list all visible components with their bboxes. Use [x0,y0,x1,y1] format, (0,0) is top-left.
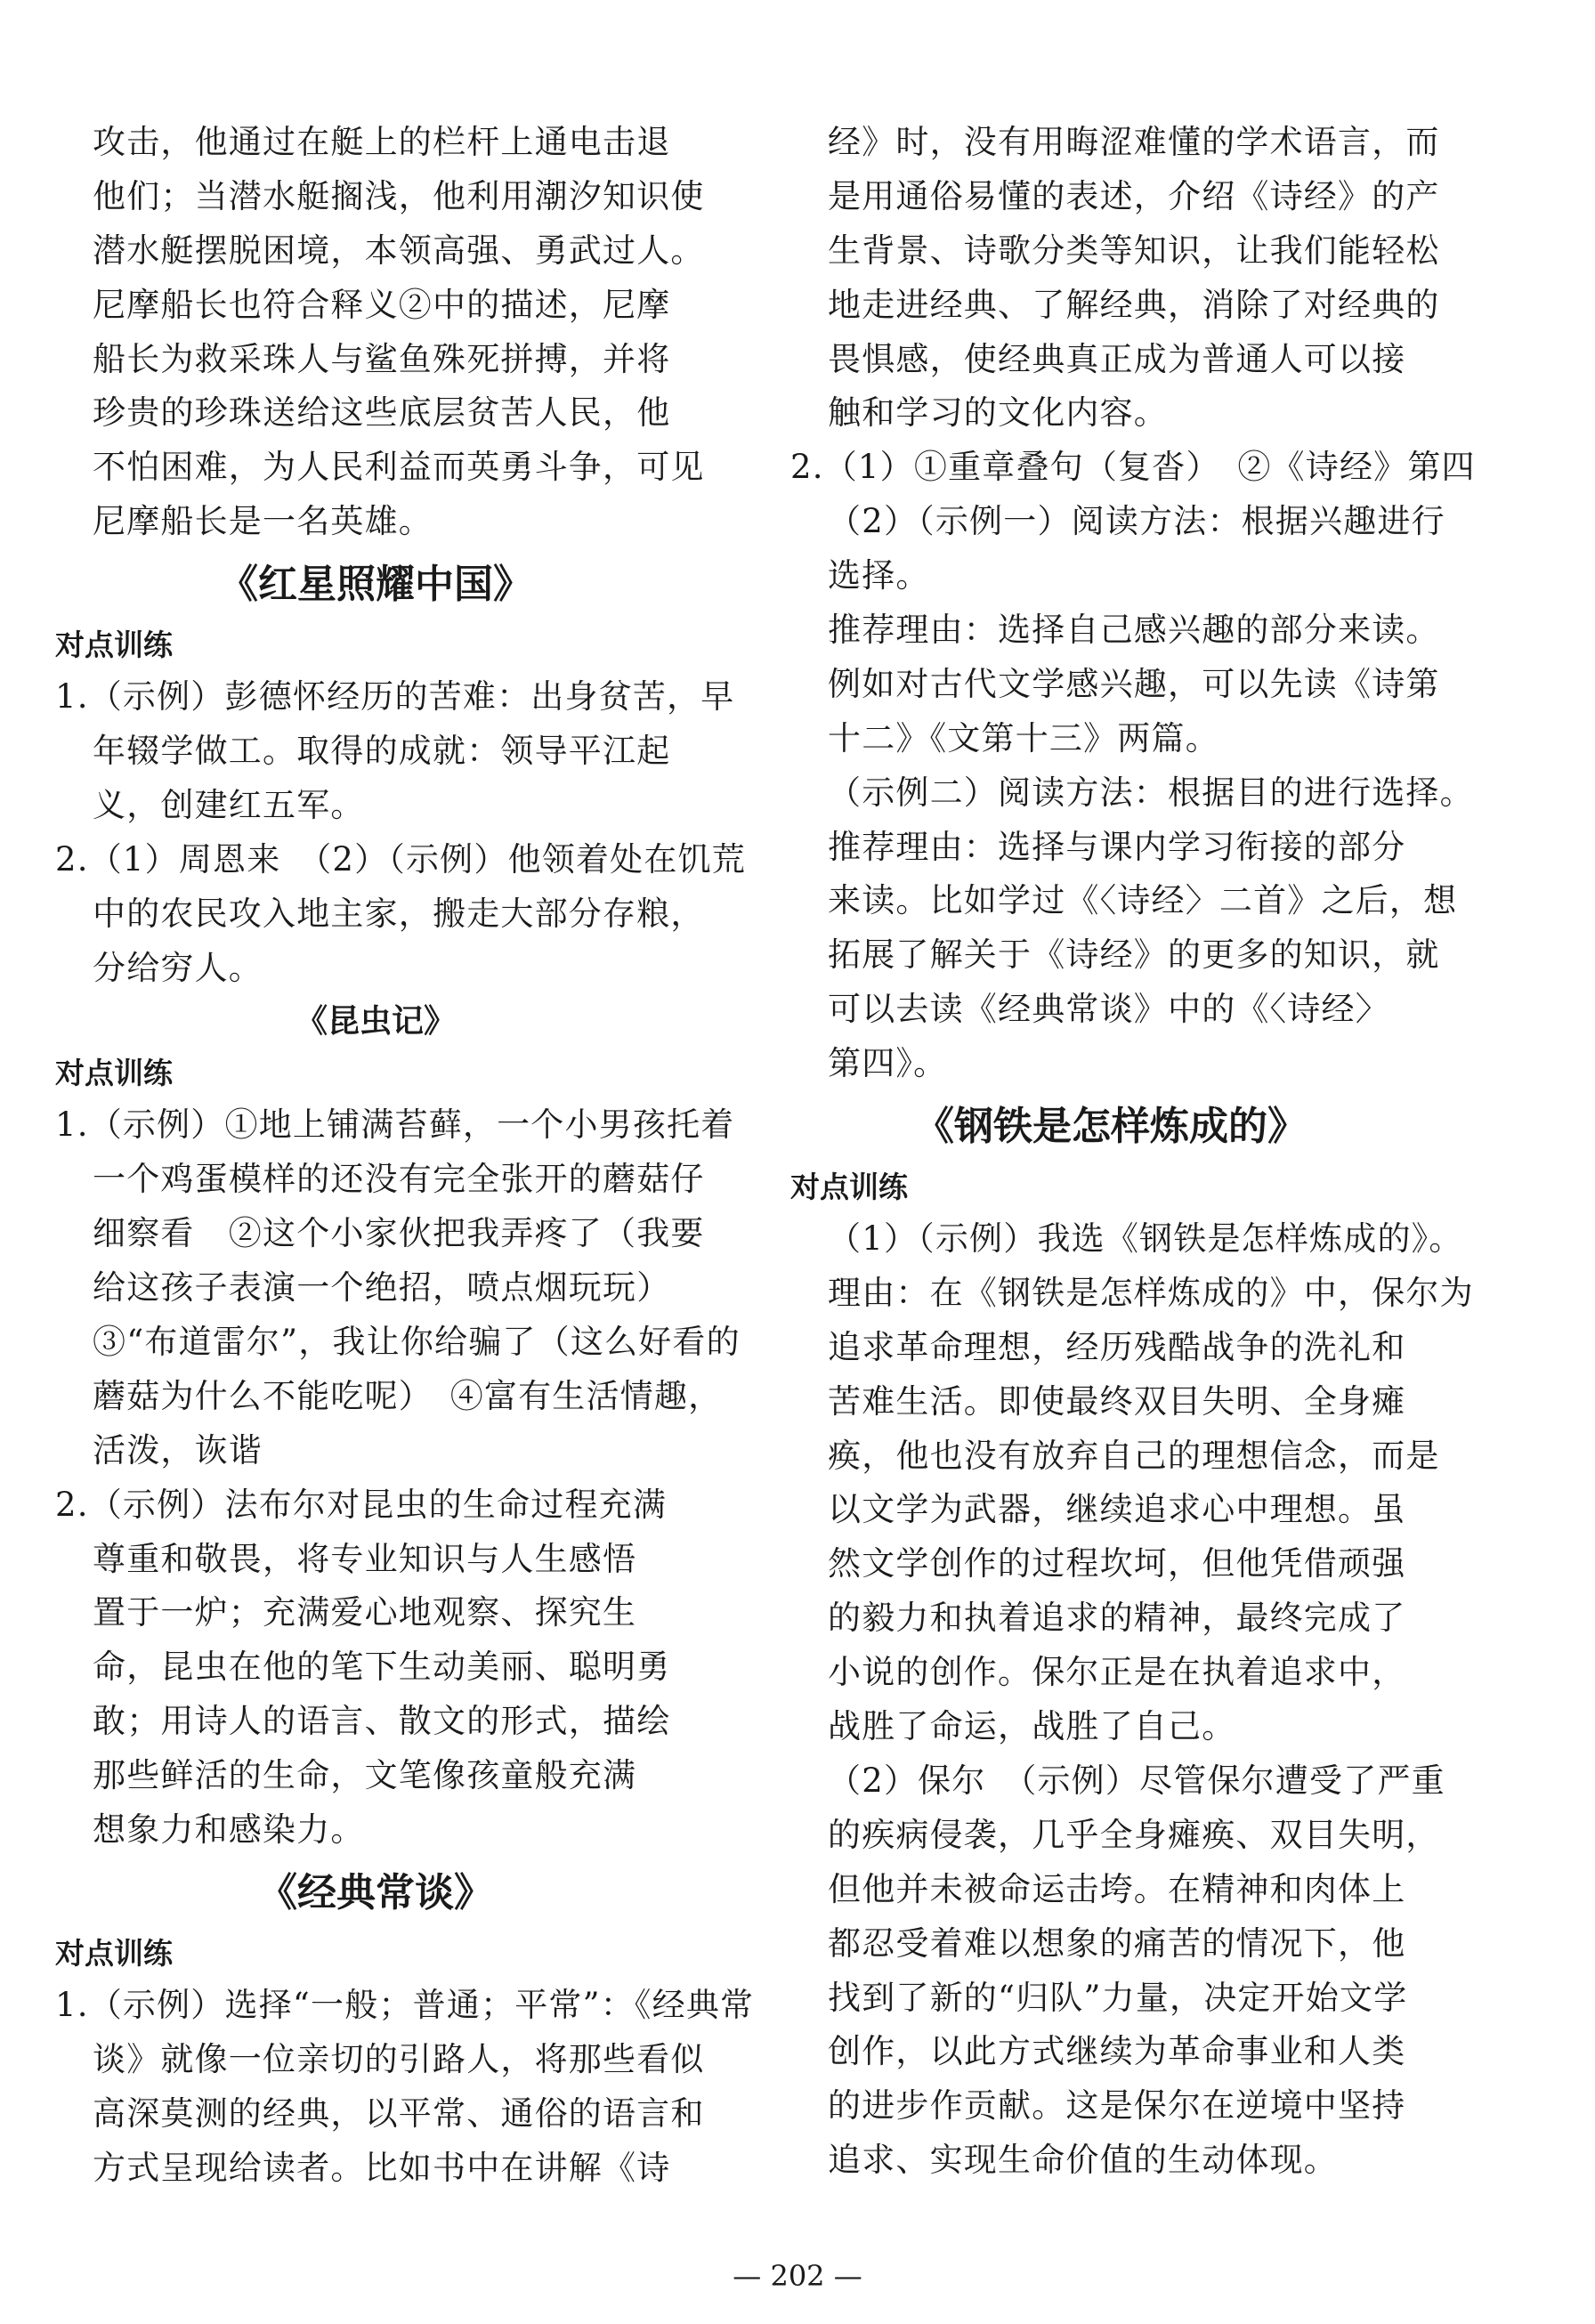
text-line: 细察看 ②这个小家伙把我弄疼了（我要 [93,1214,705,1253]
text-line: 1.（示例）①地上铺满苔藓，一个小男孩托着 [55,1105,735,1145]
text-line: （2）（示例一）阅读方法：根据兴趣进行 [828,502,1445,541]
text-line: 可以去读《经典常谈》中的《〈诗经〉 [828,990,1389,1029]
text-line: 攻击，他通过在艇上的栏杆上通电击退 [93,123,671,161]
text-line: 敢；用诗人的语言、散文的形式，描绘 [93,1702,671,1741]
text-line: 方式呈现给读者。比如书中在讲解《诗 [93,2148,671,2187]
text-line: 地走进经典、了解经典，消除了对经典的 [828,285,1440,324]
text-line: 尼摩船长是一名英雄。 [93,502,433,541]
text-line: 蘑菇为什么不能吃呢） ④富有生活情趣， [93,1376,723,1415]
text-line: 命，昆虫在他的笔下生动美丽、聪明勇 [93,1648,671,1687]
text-line: 义，创建红五军。 [93,785,365,824]
text-line: 船长为救采珠人与鲨鱼殊死拼搏，并将 [93,339,671,378]
subsection-heading: 对点训练 [790,1170,908,1205]
text-line: 战胜了命运，战胜了自己。 [828,1707,1236,1746]
text-line: 第四》。 [828,1044,948,1083]
text-line: 谈》就像一位亲切的引路人，将那些看似 [93,2039,705,2078]
text-line: 痪，他也没有放弃自己的理想信念，而是 [828,1436,1440,1475]
right-column [790,116,1476,2188]
text-line: 给这孩子表演一个绝招，喷点烟玩玩） [93,1268,671,1308]
text-line: 想象力和感染力。 [93,1810,365,1850]
text-line: ③“布道雷尔”，我让你给骗了（这么好看的 [93,1323,741,1362]
text-line: 来读。比如学过《〈诗经〉二首》之后，想 [828,881,1458,920]
text-line: 置于一炉；充满爱心地观察、探究生 [93,1593,637,1632]
text-line: 的毅力和执着追求的精神，最终完成了 [828,1599,1406,1638]
text-line: 的疾病侵袭，几乎全身瘫痪、双目失明， [828,1815,1440,1854]
text-line: 尼摩船长也符合释义②中的描述，尼摩 [93,285,671,324]
text-line: 是用通俗易懂的表述，介绍《诗经》的产 [828,176,1440,215]
subsection-heading: 对点训练 [55,628,173,663]
text-line: 理由：在《钢铁是怎样炼成的》中，保尔为 [828,1273,1474,1312]
text-line: 分给穷人。 [93,948,263,987]
text-line: 苦难生活。即使最终双目失明、全身瘫 [828,1381,1406,1421]
text-line: 不怕困难，为人民利益而英勇斗争，可见 [93,448,705,487]
subsection-heading: 对点训练 [55,1935,173,1971]
text-line: 生背景、诗歌分类等知识，让我们能轻松 [828,231,1440,270]
text-line: （2）保尔 （示例）尽管保尔遭受了严重 [828,1761,1445,1800]
text-line: （示例二）阅读方法：根据目的进行选择。 [828,773,1474,812]
text-line: 2.（1）①重章叠句（复沓） ②《诗经》第四 [790,448,1476,487]
text-line: 创作，以此方式继续为革命事业和人类 [828,2032,1406,2071]
text-line: 以文学为武器，继续追求心中理想。虽 [828,1490,1406,1529]
text-line: 潜水艇摆脱困境，本领高强、勇武过人。 [93,231,705,270]
text-line: 1.（示例）选择“一般；普通；平常”：《经典常 [55,1985,755,2024]
text-line: 珍贵的珍珠送给这些底层贫苦人民，他 [93,393,671,433]
text-line: 推荐理由：选择自己感兴趣的部分来读。 [828,611,1440,650]
text-line: 经》时，没有用晦涩难懂的学术语言，而 [828,123,1440,161]
text-line: 追求革命理想，经历残酷战争的洗礼和 [828,1327,1406,1366]
text-line: 追求、实现生命价值的生动体现。 [828,2141,1338,2180]
text-line: 选择。 [828,556,930,595]
text-line: 但他并未被命运击垮。在精神和肉体上 [828,1869,1406,1908]
text-line: 中的农民攻入地主家，搬走大部分存粮， [93,894,705,933]
text-line: 那些鲜活的生命，文笔像孩童般充满 [93,1756,637,1795]
text-line: 一个鸡蛋模样的还没有完全张开的蘑菇仔 [93,1160,705,1199]
left-column [55,116,755,2196]
text-line: 都忍受着难以想象的痛苦的情况下，他 [828,1923,1406,1963]
text-line: 例如对古代文学感兴趣，可以先读《诗第 [828,664,1440,703]
text-line: 小说的创作。保尔正是在执着追求中， [828,1653,1406,1692]
section-title-steel: 《钢铁是怎样炼成的》 [915,1104,1307,1150]
text-line: 2.（1）周恩来 （2）（示例）他领着处在饥荒 [55,839,746,879]
text-line: 十二》《文第十三》两篇。 [828,718,1219,757]
text-line: 然文学创作的过程坎坷，但他凭借顽强 [828,1544,1406,1583]
text-line: 的进步作贡献。这是保尔在逆境中坚持 [828,2086,1406,2126]
text-line: 推荐理由：选择与课内学习衔接的部分 [828,827,1406,866]
text-line: 年辍学做工。取得的成就：领导平江起 [93,732,671,771]
page-number: — 202 — [733,2259,862,2293]
subsection-heading: 对点训练 [55,1056,173,1091]
text-line: 1.（示例）彭德怀经历的苦难：出身贫苦，早 [55,677,735,717]
section-title-red-star: 《红星照耀中国》 [219,562,532,608]
text-line: 拓展了解关于《诗经》的更多的知识，就 [828,935,1440,975]
text-line: 活泼，诙谐 [93,1430,263,1470]
section-title-classics: 《经典常谈》 [258,1869,493,1915]
text-line: （1）（示例）我选《钢铁是怎样炼成的》。 [828,1219,1463,1259]
text-line: 畏惧感，使经典真正成为普通人可以接 [828,339,1406,378]
text-line: 尊重和敬畏，将专业知识与人生感悟 [93,1539,637,1578]
section-title-insects: 《昆虫记》 [295,1003,456,1041]
text-line: 触和学习的文化内容。 [828,393,1168,433]
text-line: 找到了新的“归队”力量，决定开始文学 [828,1978,1408,2017]
text-line: 他们；当潜水艇搁浅，他利用潮汐知识使 [93,176,705,215]
text-line: 2.（示例）法布尔对昆虫的生命过程充满 [55,1485,668,1524]
text-line: 高深莫测的经典，以平常、通俗的语言和 [93,2093,705,2133]
